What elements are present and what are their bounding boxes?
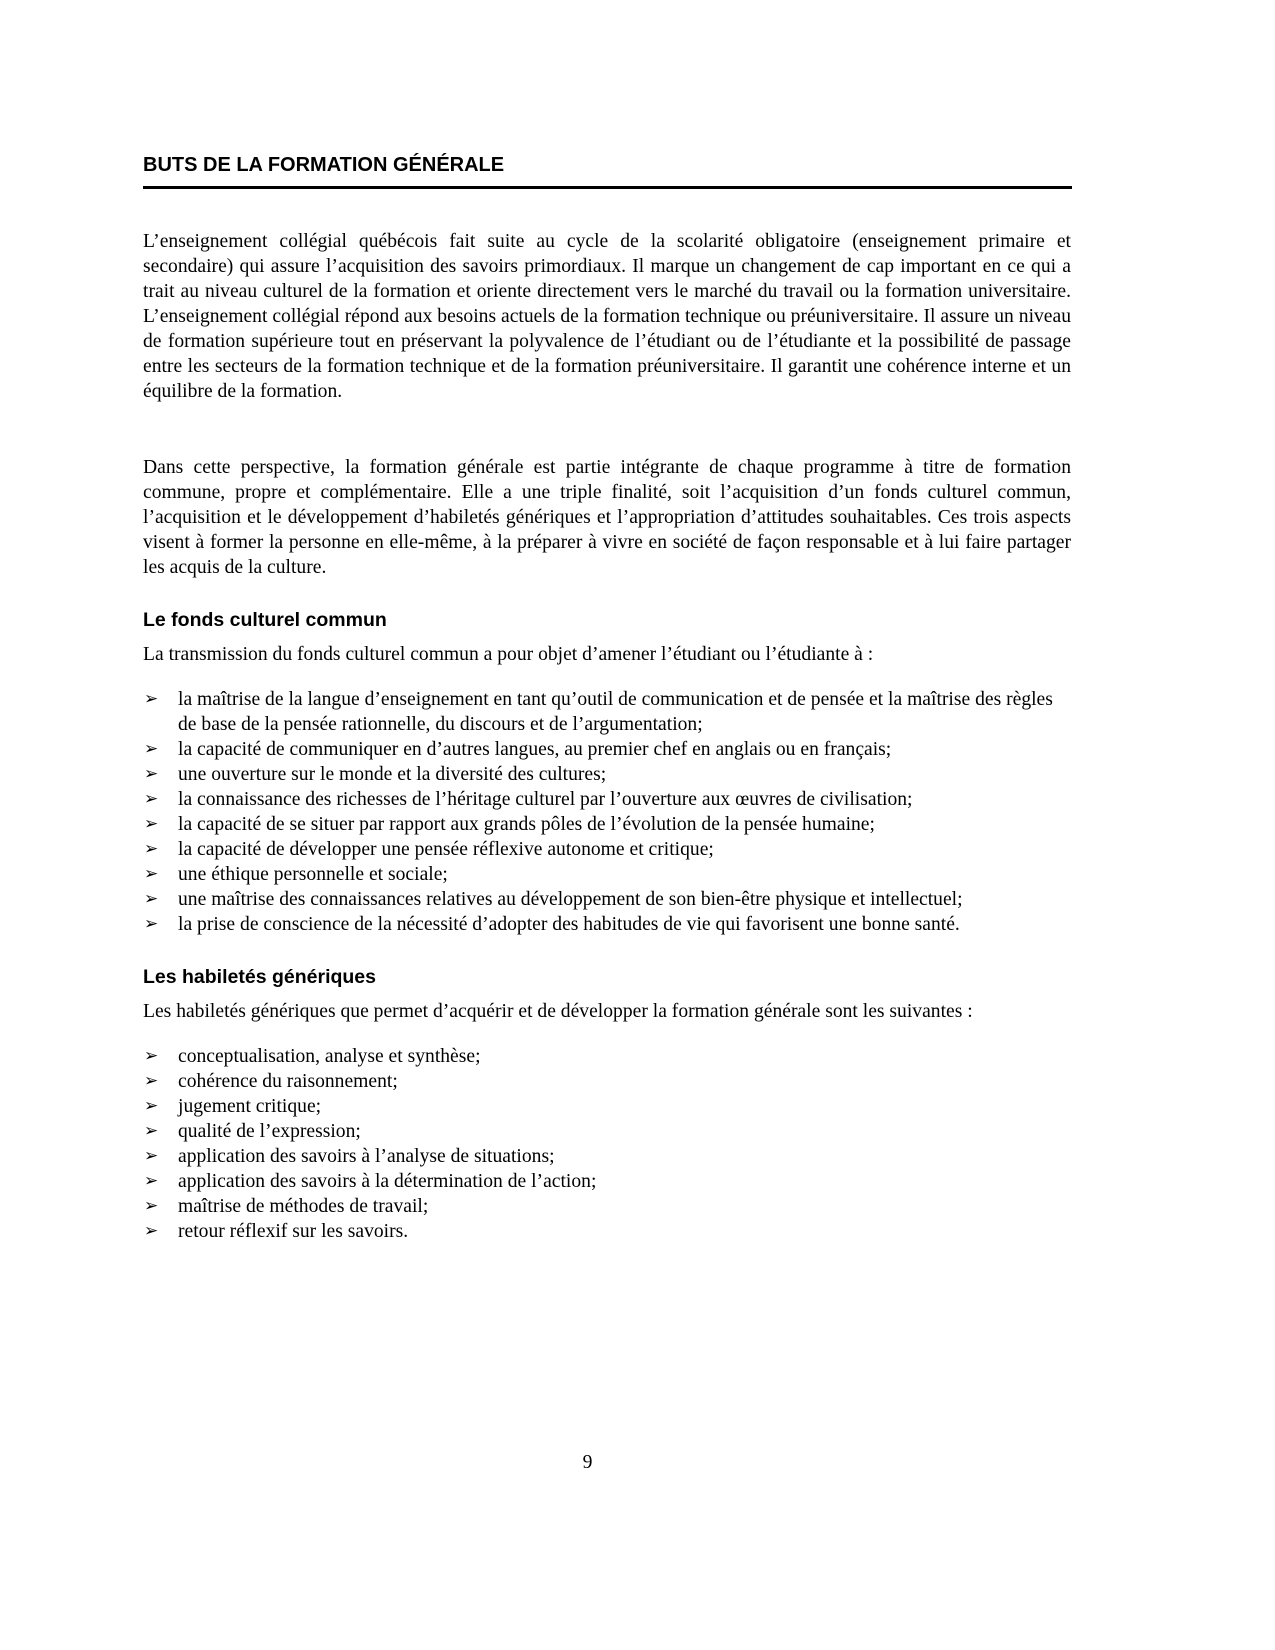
arrow-bullet-icon: ➢ — [144, 1171, 159, 1191]
arrow-bullet-icon: ➢ — [144, 1121, 159, 1141]
arrow-bullet-icon: ➢ — [144, 1096, 159, 1116]
page-number: 9 — [582, 1452, 593, 1473]
list-item — [143, 837, 1071, 862]
page-title: BUTS DE LA FORMATION GÉNÉRALE — [143, 154, 505, 176]
arrow-bullet-icon: ➢ — [144, 1146, 159, 1166]
list-item — [143, 1194, 1071, 1219]
section-intro: La transmission du fonds culturel commun a pour objet d’amener l’étudiant ou l’étudiante à : — [143, 644, 874, 665]
arrow-bullet-icon: ➢ — [144, 1221, 159, 1241]
arrow-bullet-icon: ➢ — [144, 789, 159, 809]
list-item — [143, 862, 1071, 887]
paragraph: L’enseignement collégial québécois fait suite au cycle de la scolarité obligatoire (enseignement primaire et secondaire) qui assure l’acquisition des savoirs primordiaux. Il marque un changement de cap important en ce qui a trait au niveau culturel de la formation et oriente directement vers le marché du travail ou la formation universitaire. L’enseignement collégial répond aux besoins actuels de la formation technique ou préuniversitaire. Il assure un niveau de formation supérieure tout en préservant la polyvalence de l’étudiant ou de l’étudiante et la possibilité de passage entre les secteurs de la formation technique et de la formation préuniversitaire. Il garantit une cohérence interne et un équilibre de la formation. — [143, 231, 1071, 402]
arrow-bullet-icon: ➢ — [144, 889, 159, 909]
list-item — [143, 1219, 1071, 1244]
list-item-text: la maîtrise de la langue d’enseignement en tant qu’outil de communication et de pensée et la maîtrise des règles de base de la pensée rationnelle, du discours et de l’argumentation; — [178, 689, 1053, 735]
list-item-text: la capacité de développer une pensée réflexive autonome et critique; — [178, 839, 714, 860]
arrow-bullet-icon: ➢ — [144, 739, 159, 759]
arrow-bullet-icon: ➢ — [144, 689, 159, 709]
list-item — [143, 1169, 1071, 1194]
list-item — [143, 687, 1071, 737]
arrow-bullet-icon: ➢ — [144, 1071, 159, 1091]
arrow-bullet-icon: ➢ — [144, 1196, 159, 1216]
list-item — [143, 887, 1071, 912]
bullet-list — [143, 1044, 1071, 1244]
list-item-text: une maîtrise des connaissances relatives au développement de son bien-être physique et intellectuel; — [178, 889, 963, 910]
list-item — [143, 787, 1071, 812]
list-item — [143, 1144, 1071, 1169]
list-item-text: la capacité de se situer par rapport aux grands pôles de l’évolution de la pensée humaine; — [178, 814, 875, 835]
section-intro: Les habiletés génériques que permet d’acquérir et de développer la formation générale sont les suivantes : — [143, 1001, 973, 1022]
bullet-list — [143, 687, 1071, 937]
arrow-bullet-icon: ➢ — [144, 864, 159, 884]
list-item-text: la capacité de communiquer en d’autres langues, au premier chef en anglais ou en français; — [178, 739, 892, 760]
list-item-text: la prise de conscience de la nécessité d’adopter des habitudes de vie qui favorisent une bonne santé. — [178, 914, 960, 935]
list-item-text: application des savoirs à la détermination de l’action; — [178, 1171, 597, 1192]
list-item-text: qualité de l’expression; — [178, 1121, 361, 1142]
section-heading: Le fonds culturel commun — [143, 609, 387, 631]
list-item-text: retour réflexif sur les savoirs. — [178, 1221, 409, 1242]
list-item-text: cohérence du raisonnement; — [178, 1071, 398, 1092]
list-item-text: une ouverture sur le monde et la diversité des cultures; — [178, 764, 607, 785]
list-item — [143, 912, 1071, 937]
list-item-text: conceptualisation, analyse et synthèse; — [178, 1046, 481, 1067]
list-item — [143, 1119, 1071, 1144]
paragraph: Dans cette perspective, la formation générale est partie intégrante de chaque programme à titre de formation commune, propre et complémentaire. Elle a une triple finalité, soit l’acquisition d’un fonds culturel commun, l’acquisition et le développement d’habiletés génériques et l’appropriation d’attitudes souhaitables. Ces trois aspects visent à former la personne en elle-même, à la préparer à vivre en société de façon responsable et à lui faire partager les acquis de la culture. — [143, 457, 1071, 578]
list-item-text: maîtrise de méthodes de travail; — [178, 1196, 429, 1217]
arrow-bullet-icon: ➢ — [144, 764, 159, 784]
list-item — [143, 1069, 1071, 1094]
list-item-text: jugement critique; — [178, 1096, 322, 1117]
arrow-bullet-icon: ➢ — [144, 839, 159, 859]
arrow-bullet-icon: ➢ — [144, 814, 159, 834]
list-item — [143, 812, 1071, 837]
list-item-text: une éthique personnelle et sociale; — [178, 864, 448, 885]
list-item-text: la connaissance des richesses de l’héritage culturel par l’ouverture aux œuvres de civilisation; — [178, 789, 913, 810]
title-rule — [143, 186, 1072, 189]
section-heading: Les habiletés génériques — [143, 966, 377, 988]
list-item-text: application des savoirs à l’analyse de situations; — [178, 1146, 555, 1167]
arrow-bullet-icon: ➢ — [144, 914, 159, 934]
arrow-bullet-icon: ➢ — [144, 1046, 159, 1066]
list-item — [143, 737, 1071, 762]
list-item — [143, 1044, 1071, 1069]
list-item — [143, 1094, 1071, 1119]
list-item — [143, 762, 1071, 787]
